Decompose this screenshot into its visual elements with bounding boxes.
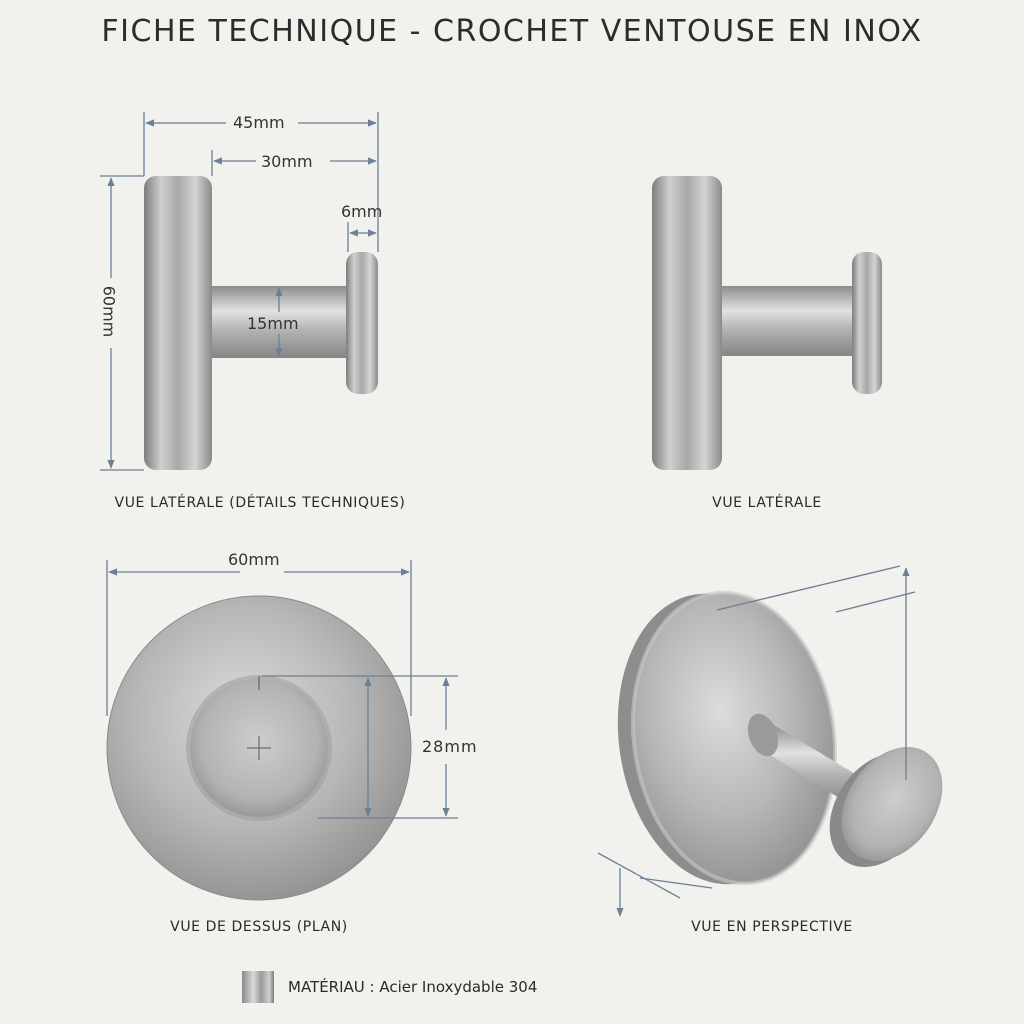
top-view-hook <box>107 596 411 900</box>
caption-top: VUE DE DESSUS (PLAN) <box>170 919 348 935</box>
material-separator: : <box>364 978 380 996</box>
dim-diameter: 60mm <box>228 550 280 569</box>
material-value: Acier Inoxydable 304 <box>379 978 538 996</box>
caption-perspective: VUE EN PERSPECTIVE <box>691 919 853 935</box>
dim-height: 60mm <box>99 285 119 338</box>
dim-center-diameter: 28mm <box>422 737 478 756</box>
side-hook <box>652 176 882 470</box>
caption-side-technical: VUE LATÉRALE (DÉTAILS TECHNIQUES) <box>114 495 406 511</box>
material-swatch <box>242 971 274 1003</box>
dim-cap-thickness: 6mm <box>341 202 383 221</box>
material-label: MATÉRIAU <box>288 978 365 996</box>
dim-stem-length: 30mm <box>261 152 313 171</box>
end-cap <box>852 252 882 394</box>
base-plate <box>144 176 212 470</box>
end-cap <box>346 252 378 394</box>
perspective-hook <box>600 580 964 898</box>
material-legend <box>242 971 537 1003</box>
base-plate <box>652 176 722 470</box>
caption-side: VUE LATÉRALE <box>712 495 822 511</box>
dim-total-depth: 45mm <box>233 113 285 132</box>
material-text <box>288 978 537 996</box>
stem <box>722 286 858 356</box>
page-title: FICHE TECHNIQUE - CROCHET VENTOUSE EN INOX <box>101 14 923 49</box>
dim-stem-diameter: 15mm <box>247 314 299 333</box>
